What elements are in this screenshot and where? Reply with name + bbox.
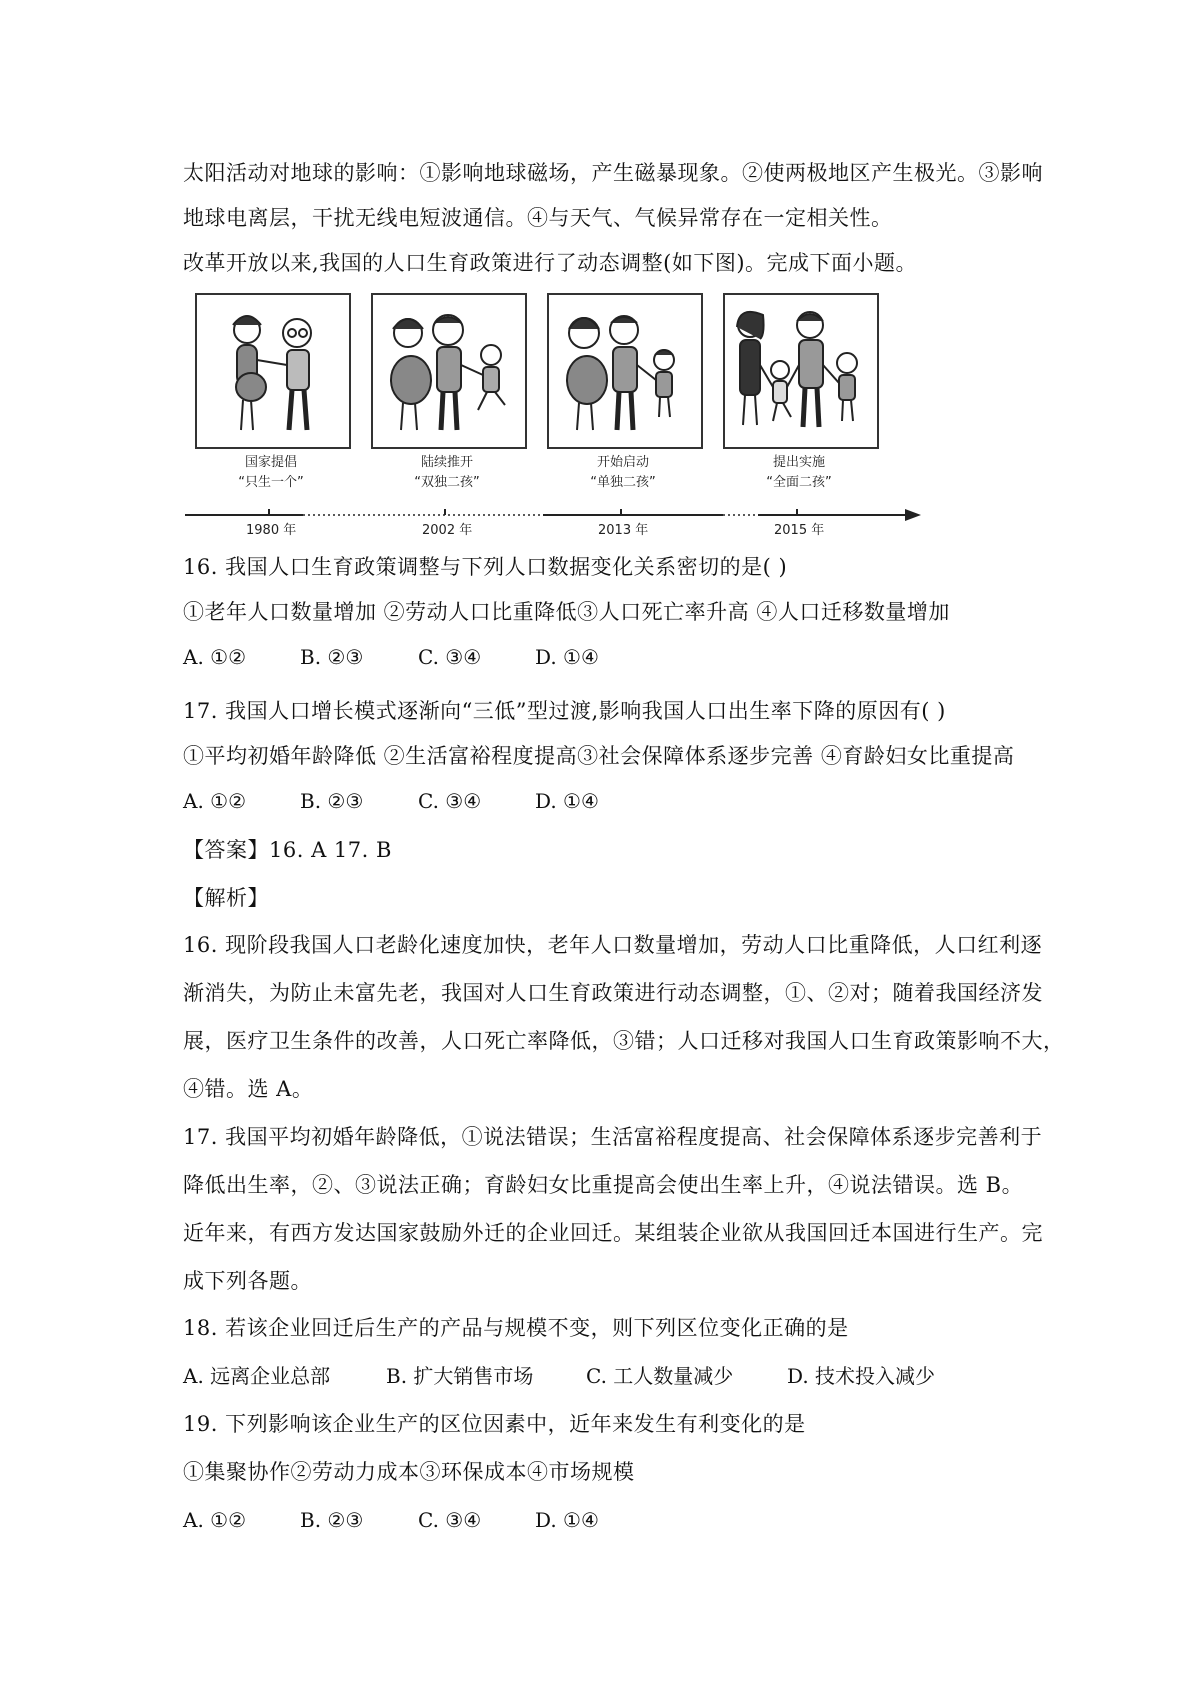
- caption-line: “双独二孩”: [414, 475, 480, 490]
- question-17-option-c: C. ③④: [418, 789, 482, 813]
- intro-line-2: 地球电离层，干扰无线电短波通信。④与天气、气候异常存在一定相关性。: [183, 206, 893, 230]
- family-illustration-icon: [197, 295, 349, 447]
- caption-line: 陆续推开: [420, 455, 473, 470]
- question-16-option-b: B. ②③: [300, 645, 364, 669]
- panel-1980-one-child-illustration: [195, 293, 351, 449]
- stem-population-policy: 改革开放以来,我国的人口生育政策进行了动态调整(如下图)。完成下面小题。: [183, 251, 918, 275]
- caption-1980: [186, 453, 356, 493]
- question-18-option-c: C. 工人数量减少: [586, 1364, 734, 1388]
- question-16-option-d: D. ①④: [535, 645, 599, 669]
- analysis-17-line-1: 17. 我国平均初婚年龄降低，①说法错误；生活富裕程度提高、社会保障体系逐步完善利于: [183, 1125, 1043, 1149]
- panel-2002-double-only-illustration: [371, 293, 527, 449]
- analysis-16-line-1: 16. 现阶段我国人口老龄化速度加快，老年人口数量增加，劳动人口比重降低，人口红利逐: [183, 933, 1043, 957]
- answer-line: 【答案】16. A 17. B: [183, 838, 392, 862]
- panel-2015-universal-two-child-illustration: [723, 293, 879, 449]
- caption-2002: [362, 453, 532, 493]
- year-label: 2002 年: [422, 523, 473, 538]
- caption-line: 开始启动: [596, 455, 649, 470]
- caption-line: “只生一个”: [238, 475, 304, 490]
- stem-enterprise-line-1: 近年来，有西方发达国家鼓励外迁的企业回迁。某组装企业欲从我国回迁本国进行生产。完: [183, 1221, 1043, 1245]
- year-label: 1980 年: [246, 523, 297, 538]
- question-19-items: ①集聚协作②劳动力成本③环保成本④市场规模: [183, 1460, 635, 1484]
- question-19-option-c: C. ③④: [418, 1508, 482, 1532]
- question-18: 18. 若该企业回迁后生产的产品与规模不变，则下列区位变化正确的是: [183, 1316, 849, 1340]
- question-17-option-d: D. ①④: [535, 789, 599, 813]
- question-16-option-a: A. ①②: [183, 645, 247, 669]
- family-illustration-icon: [725, 295, 877, 447]
- analysis-label: 【解析】: [183, 886, 269, 910]
- question-18-option-a: A. 远离企业总部: [183, 1364, 331, 1388]
- question-18-option-d: D. 技术投入减少: [787, 1364, 936, 1388]
- stem-enterprise-line-2: 成下列各题。: [183, 1269, 312, 1293]
- caption-2015: [714, 453, 884, 493]
- caption-line: 国家提倡: [244, 455, 297, 470]
- question-17-option-a: A. ①②: [183, 789, 247, 813]
- family-illustration-icon: [373, 295, 525, 447]
- year-label: 2013 年: [598, 523, 649, 538]
- caption-2013: [538, 453, 708, 493]
- question-16-items: ①老年人口数量增加 ②劳动人口比重降低③人口死亡率升高 ④人口迁移数量增加: [183, 600, 950, 624]
- caption-line: “单独二孩”: [590, 475, 656, 490]
- question-19-option-b: B. ②③: [300, 1508, 364, 1532]
- analysis-16-line-4: ④错。选 A。: [183, 1077, 314, 1101]
- question-18-option-b: B. 扩大销售市场: [386, 1364, 534, 1388]
- question-16: 16. 我国人口生育政策调整与下列人口数据变化关系密切的是( ): [183, 555, 788, 579]
- analysis-16-line-3: 展，医疗卫生条件的改善，人口死亡率降低，③错；人口迁移对我国人口生育政策影响不大，: [183, 1029, 1065, 1053]
- panel-2013-single-only-illustration: [547, 293, 703, 449]
- question-19: 19. 下列影响该企业生产的区位因素中，近年来发生有利变化的是: [183, 1412, 806, 1436]
- analysis-17-line-2: 降低出生率，②、③说法正确；育龄妇女比重提高会使出生率上升，④说法错误。选 B。: [183, 1173, 1024, 1197]
- question-19-option-a: A. ①②: [183, 1508, 247, 1532]
- intro-line-1: 太阳活动对地球的影响：①影响地球磁场，产生磁暴现象。②使两极地区产生极光。③影响: [183, 161, 1043, 185]
- question-19-option-d: D. ①④: [535, 1508, 599, 1532]
- policy-timeline-figure: [183, 293, 923, 538]
- question-17: 17. 我国人口增长模式逐渐向“三低”型过渡,影响我国人口出生率下降的原因有( ): [183, 699, 946, 723]
- analysis-16-line-2: 渐消失，为防止未富先老，我国对人口生育政策进行动态调整，①、②对；随着我国经济发: [183, 981, 1043, 1005]
- family-illustration-icon: [549, 295, 701, 447]
- question-16-option-c: C. ③④: [418, 645, 482, 669]
- year-label: 2015 年: [774, 523, 825, 538]
- caption-line: 提出实施: [772, 455, 825, 470]
- question-17-items: ①平均初婚年龄降低 ②生活富裕程度提高③社会保障体系逐步完善 ④育龄妇女比重提高: [183, 744, 1015, 768]
- question-17-option-b: B. ②③: [300, 789, 364, 813]
- caption-line: “全面二孩”: [766, 475, 832, 490]
